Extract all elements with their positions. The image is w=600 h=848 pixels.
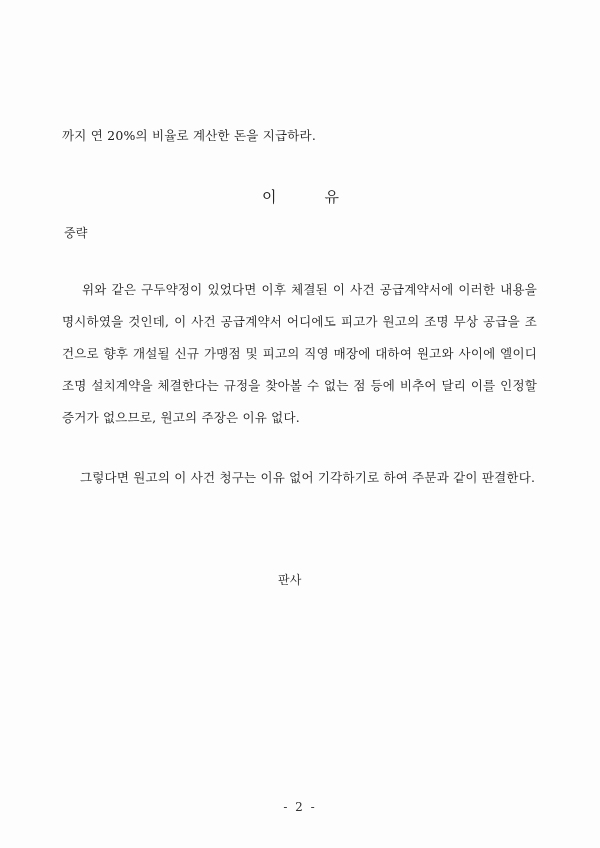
continuation-line: 까지 연 20%의 비율로 계산한 돈을 지급하라. (62, 128, 316, 143)
reasons-heading-char-2: 유 (324, 188, 339, 206)
paragraph-1-line-4: 조명 설치계약을 체결한다는 규정을 찾아볼 수 없는 점 등에 비추어 달리 이를 인정할 (62, 378, 537, 393)
page-number: - 2 - (283, 800, 317, 814)
paragraph-1-line-3: 건으로 향후 개설될 신규 가맹점 및 피고의 직영 매장에 대하여 원고와 사이에 엘이디 (62, 346, 537, 361)
conclusion-line: 그렇다면 원고의 이 사건 청구는 이유 없어 기각하기로 하여 주문과 같이 판결한다. (80, 470, 536, 485)
omitted-note: 중략 (64, 226, 88, 240)
judge-label: 판사 (278, 573, 302, 587)
paragraph-1-line-5: 증거가 없으므로, 원고의 주장은 이유 없다. (62, 410, 300, 425)
reasons-heading-char-1: 이 (262, 188, 277, 206)
paragraph-1-line-1: 위와 같은 구두약정이 있었다면 이후 체결된 이 사건 공급계약서에 이러한 내용을 (82, 282, 537, 297)
paragraph-1-line-2: 명시하였을 것인데, 이 사건 공급계약서 어디에도 피고가 원고의 조명 무상 공급을 조 (62, 314, 537, 329)
reasons-heading (262, 188, 339, 206)
